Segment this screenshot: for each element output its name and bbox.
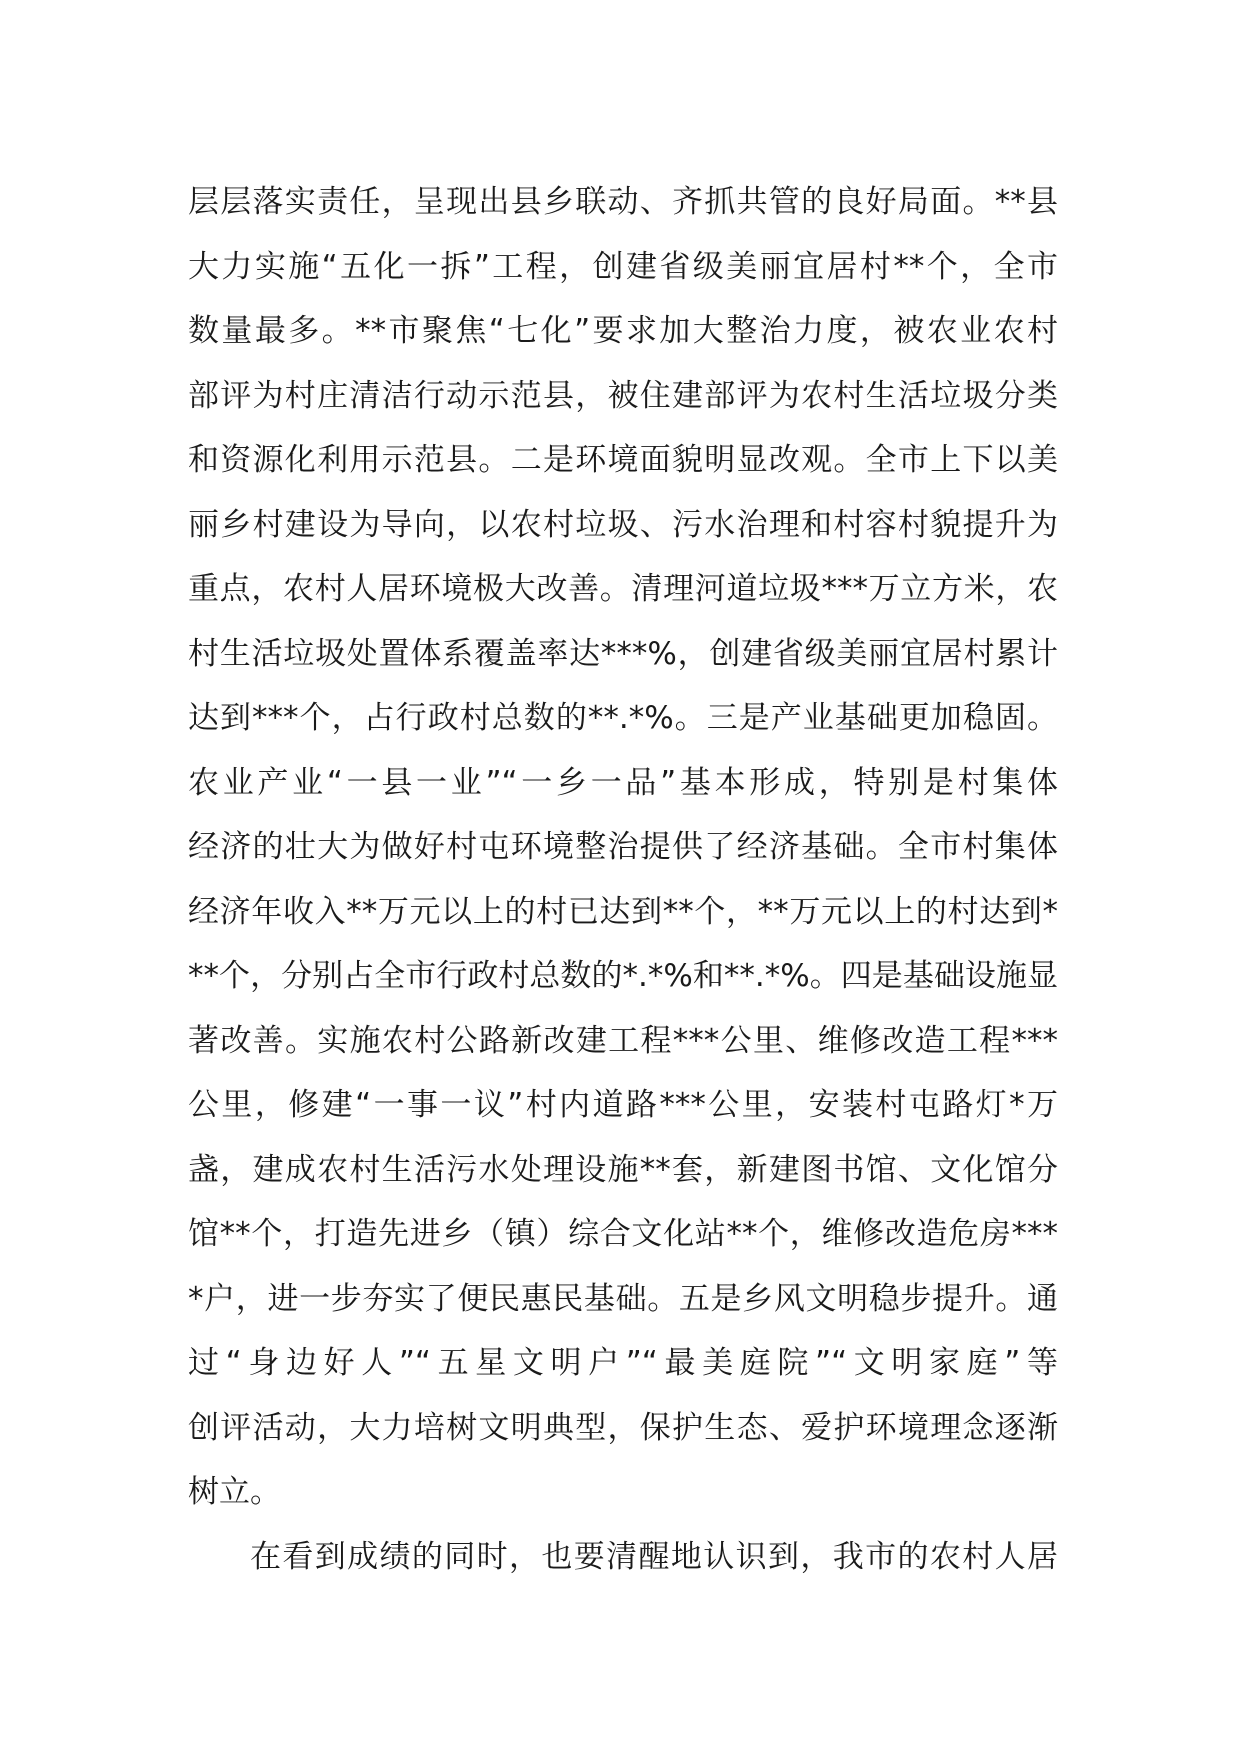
text-line: 数量最多。**市聚焦“七化”要求加大整治力度，被农业农村: [188, 313, 1058, 349]
text-line: 馆**个，打造先进乡（镇）综合文化站**个，维修改造危房***: [188, 1216, 1058, 1252]
text-line: 达到***个，占行政村总数的**.*%。三是产业基础更加稳固。: [188, 700, 1058, 736]
text-line: 农业产业“一县一业”“一乡一品”基本形成，特别是村集体: [188, 764, 1058, 801]
text-line: 大力实施“五化一拆”工程，创建省级美丽宜居村**个，全市: [188, 248, 1058, 285]
text-line: 过“身边好人”“五星文明户”“最美庭院”“文明家庭”等: [188, 1345, 1058, 1381]
body-text: [188, 170, 1058, 1589]
text-line: 丽乡村建设为导向，以农村垃圾、污水治理和村容村貌提升为: [188, 506, 1058, 543]
paragraph-start: 在看到成绩的同时，也要清醒地认识到，我市的农村人居: [250, 1538, 1058, 1575]
text-line: 村生活垃圾处置体系覆盖率达***%，创建省级美丽宜居村累计: [188, 635, 1058, 672]
text-line: 经济年收入**万元以上的村已达到**个，**万元以上的村达到*: [188, 893, 1058, 930]
text-line: 公里，修建“一事一议”村内道路***公里，安装村屯路灯*万: [188, 1087, 1058, 1123]
text-line: 经济的壮大为做好村屯环境整治提供了经济基础。全市村集体: [188, 829, 1058, 865]
text-line: 部评为村庄清洁行动示范县，被住建部评为农村生活垃圾分类: [188, 377, 1058, 414]
text-line-end: 树立。: [188, 1474, 281, 1510]
text-line: **个，分别占全市行政村总数的*.*%和**.*%。四是基础设施显: [188, 958, 1058, 994]
text-line: 重点，农村人居环境极大改善。清理河道垃圾***万立方米，农: [188, 571, 1058, 607]
text-line: 盏，建成农村生活污水处理设施**套，新建图书馆、文化馆分: [188, 1151, 1058, 1188]
text-line: 创评活动，大力培树文明典型，保护生态、爱护环境理念逐渐: [188, 1409, 1058, 1446]
text-line: 著改善。实施农村公路新改建工程***公里、维修改造工程***: [188, 1022, 1058, 1059]
text-line: *户，进一步夯实了便民惠民基础。五是乡风文明稳步提升。通: [188, 1280, 1058, 1317]
text-line: 和资源化利用示范县。二是环境面貌明显改观。全市上下以美: [188, 442, 1058, 478]
text-line: 层层落实责任，呈现出县乡联动、齐抓共管的良好局面。**县: [188, 184, 1058, 220]
